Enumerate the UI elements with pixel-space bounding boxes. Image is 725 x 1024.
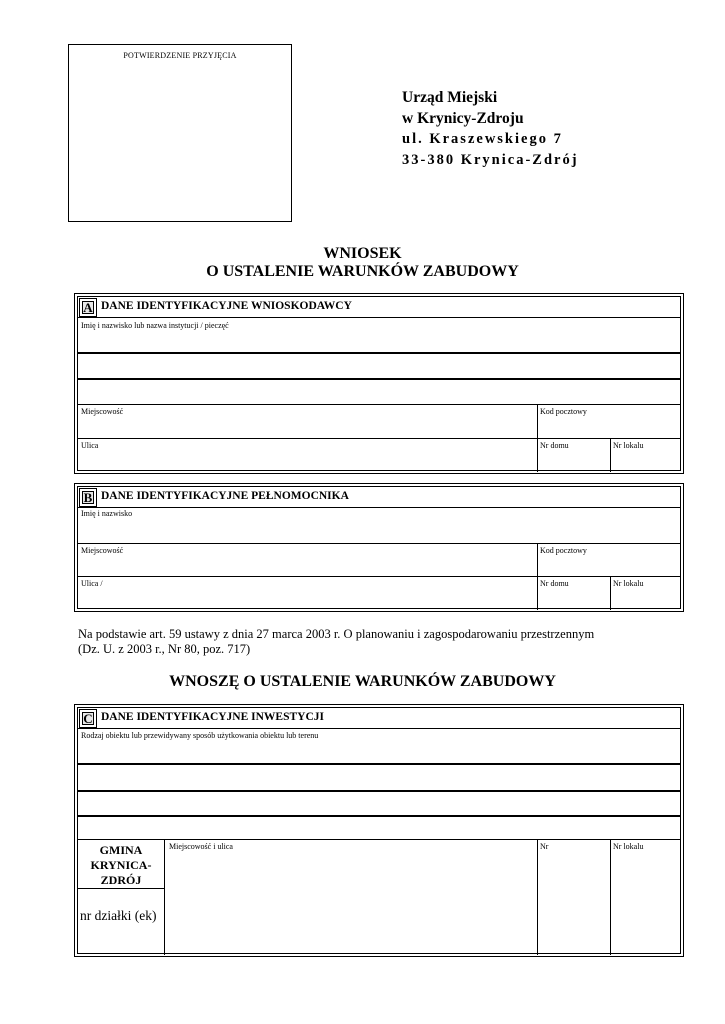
applicant-city-field[interactable] — [78, 405, 537, 438]
applicant-street-label: Ulica — [81, 441, 99, 450]
section-c-heading: DANE IDENTYFIKACYJNE INWESTYCJI — [101, 711, 325, 723]
address-postal: 33-380 Krynica-Zdrój — [402, 152, 579, 168]
applicant-house-label: Nr domu — [540, 441, 569, 450]
section-a-letter: A — [79, 298, 97, 317]
object-type-field-line4[interactable] — [78, 817, 680, 839]
legal-basis-line1: Na podstawie art. 59 ustawy z dnia 27 marca 2003 r. O planowaniu i zagospodarowaniu przestrzennym — [78, 627, 595, 641]
request-title: WNOSZĘ O USTALENIE WARUNKÓW ZABUDOWY — [169, 673, 556, 690]
applicant-postal-field[interactable] — [538, 405, 680, 438]
city-street-field[interactable] — [165, 840, 537, 955]
applicant-flat-field[interactable] — [611, 439, 680, 472]
address-city: w Krynicy-Zdroju — [402, 110, 524, 127]
gmina-label: GMINA KRYNICA- ZDRÓJ — [90, 843, 152, 887]
section-b-heading: DANE IDENTYFIKACYJNE PEŁNOMOCNIKA — [101, 490, 349, 502]
applicant-street-field[interactable] — [78, 439, 537, 472]
section-b-proxy — [74, 483, 684, 612]
address-street: ul. Kraszewskiego 7 — [402, 131, 563, 147]
proxy-house-field[interactable] — [538, 577, 610, 610]
proxy-house-label: Nr domu — [540, 579, 569, 588]
proxy-postal-label: Kod pocztowy — [540, 546, 587, 555]
applicant-name-field-line2[interactable] — [78, 354, 680, 378]
object-type-field[interactable] — [78, 729, 680, 763]
plot-number-label: nr działki (ek) — [80, 908, 157, 923]
address-office: Urząd Miejski — [402, 89, 498, 106]
section-c-letter: C — [79, 709, 97, 728]
proxy-postal-field[interactable] — [538, 544, 680, 576]
form-subtitle: O USTALENIE WARUNKÓW ZABUDOWY — [206, 263, 519, 280]
applicant-name-field[interactable] — [78, 318, 680, 352]
proxy-city-field[interactable] — [78, 544, 537, 576]
form-title: WNIOSEK — [323, 245, 402, 262]
applicant-city-label: Miejscowość — [81, 407, 124, 416]
receipt-stamp-box — [68, 44, 292, 222]
object-type-field-line2[interactable] — [78, 765, 680, 789]
proxy-city-label: Miejscowość — [81, 546, 124, 555]
legal-basis-line2: (Dz. U. z 2003 r., Nr 80, poz. 717) — [78, 642, 251, 656]
receipt-stamp-label: POTWIERDZENIE PRZYJĘCIA — [123, 51, 237, 60]
section-b-letter: B — [79, 488, 97, 507]
applicant-house-field[interactable] — [538, 439, 610, 472]
investment-nr-label: Nr — [540, 842, 549, 851]
applicant-name-field-line3[interactable] — [78, 380, 680, 404]
investment-flat-field[interactable] — [611, 840, 680, 955]
section-a-heading: DANE IDENTYFIKACYJNE WNIOSKODAWCY — [101, 300, 352, 312]
proxy-street-field[interactable] — [78, 577, 537, 610]
object-type-label: Rodzaj obiektu lub przewidywany sposób użytkowania obiektu lub terenu — [81, 731, 319, 740]
section-a-applicant — [74, 293, 684, 474]
applicant-flat-label: Nr lokalu — [613, 441, 644, 450]
applicant-postal-label: Kod pocztowy — [540, 407, 587, 416]
city-street-label: Miejscowość i ulica — [169, 842, 233, 851]
investment-nr-field[interactable] — [538, 840, 610, 955]
section-c-investment — [74, 704, 684, 957]
proxy-street-label: Ulica / — [81, 579, 103, 588]
object-type-field-line3[interactable] — [78, 792, 680, 815]
proxy-flat-label: Nr lokalu — [613, 579, 644, 588]
proxy-flat-field[interactable] — [611, 577, 680, 610]
applicant-name-label: Imię i nazwisko lub nazwa instytucji / pieczęć — [81, 321, 229, 330]
proxy-name-label: Imię i nazwisko — [81, 509, 133, 518]
investment-flat-label: Nr lokalu — [613, 842, 644, 851]
proxy-name-field[interactable] — [78, 508, 680, 543]
